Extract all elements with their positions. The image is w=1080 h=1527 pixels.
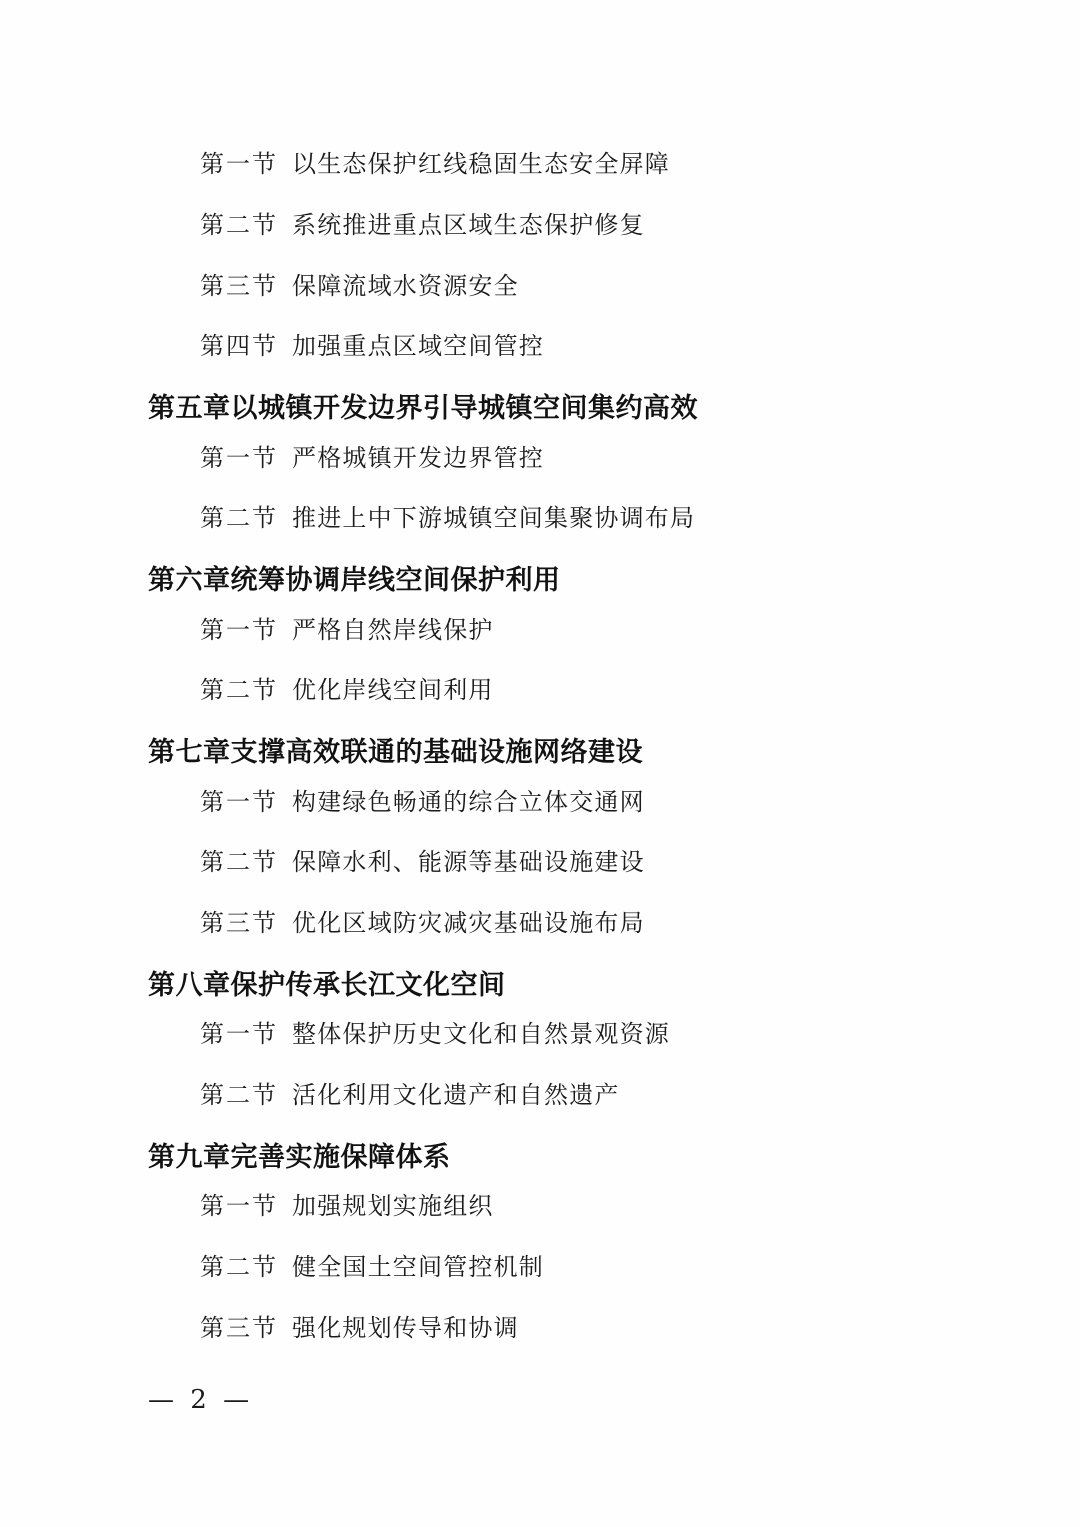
toc-entry-title: 构建绿色畅通的综合立体交通网	[292, 787, 645, 816]
toc-chapter-number: 第九章	[148, 1141, 231, 1173]
toc-chapter-title: 完善实施保障体系	[230, 1141, 451, 1173]
toc-entry-number: 第二节	[200, 676, 278, 705]
toc-entry[interactable]	[148, 504, 938, 533]
toc-entry-title: 保障水利、能源等基础设施建设	[292, 848, 645, 877]
toc-entry[interactable]	[148, 1192, 938, 1221]
toc-entry[interactable]	[148, 676, 938, 705]
toc-entry-title: 以生态保护红线稳固生态安全屏障	[292, 150, 670, 178]
toc-entry-number: 第三节	[200, 271, 278, 300]
toc-entry-number: 第一节	[200, 150, 278, 178]
toc-entry[interactable]	[148, 909, 938, 938]
toc-entry[interactable]	[148, 150, 938, 179]
toc-entry-title: 严格城镇开发边界管控	[292, 443, 544, 472]
toc-entry-number: 第二节	[200, 848, 278, 877]
toc-entry[interactable]	[148, 444, 938, 473]
toc-entry-number: 第二节	[200, 1081, 278, 1110]
toc-chapter-heading[interactable]	[148, 737, 938, 769]
toc-chapter-heading[interactable]	[148, 1142, 938, 1174]
toc-entry[interactable]	[148, 788, 938, 817]
toc-entry-title: 加强规划实施组织	[292, 1192, 494, 1221]
table-of-contents	[148, 150, 938, 1375]
toc-entry-number: 第一节	[200, 1020, 278, 1049]
toc-entry-title: 加强重点区域空间管控	[292, 332, 544, 361]
toc-entry-number: 第一节	[200, 615, 278, 644]
toc-entry-title: 整体保护历史文化和自然景观资源	[292, 1020, 670, 1049]
toc-chapter-number: 第七章	[148, 737, 231, 769]
toc-entry-number: 第四节	[200, 332, 278, 361]
toc-entry-title: 强化规划传导和协调	[292, 1313, 519, 1342]
page-number: — 2 —	[148, 1385, 254, 1415]
toc-entry-number: 第二节	[200, 504, 278, 533]
toc-chapter-heading[interactable]	[148, 565, 938, 597]
toc-entry[interactable]	[148, 848, 938, 877]
toc-entry[interactable]	[148, 332, 938, 361]
toc-entry-number: 第二节	[200, 1253, 278, 1282]
toc-chapter-heading[interactable]	[148, 970, 938, 1002]
toc-chapter-number: 第八章	[148, 969, 231, 1001]
toc-entry[interactable]	[148, 272, 938, 301]
toc-chapter-title: 支撑高效联通的基础设施网络建设	[230, 737, 643, 769]
toc-chapter-title: 以城镇开发边界引导城镇空间集约高效	[230, 393, 698, 425]
toc-entry-title: 严格自然岸线保护	[292, 615, 494, 644]
toc-entry-title: 优化岸线空间利用	[292, 676, 494, 705]
toc-entry[interactable]	[148, 1253, 938, 1282]
toc-chapter-number: 第六章	[148, 565, 231, 597]
toc-chapter-title: 统筹协调岸线空间保护利用	[230, 565, 561, 597]
toc-entry[interactable]	[148, 1314, 938, 1343]
toc-entry-number: 第一节	[200, 1192, 278, 1221]
toc-entry-number: 第一节	[200, 787, 278, 816]
toc-entry-title: 系统推进重点区域生态保护修复	[292, 210, 645, 239]
toc-entry-number: 第一节	[200, 443, 278, 472]
toc-entry-title: 优化区域防灾减灾基础设施布局	[292, 909, 645, 938]
toc-entry-title: 推进上中下游城镇空间集聚协调布局	[292, 504, 696, 533]
toc-entry[interactable]	[148, 616, 938, 645]
toc-entry-title: 健全国土空间管控机制	[292, 1253, 544, 1282]
toc-entry-number: 第三节	[200, 1313, 278, 1342]
toc-entry-number: 第三节	[200, 909, 278, 938]
toc-chapter-number: 第五章	[148, 393, 231, 425]
toc-chapter-title: 保护传承长江文化空间	[230, 969, 506, 1001]
toc-entry[interactable]	[148, 1081, 938, 1110]
toc-entry-number: 第二节	[200, 210, 278, 239]
toc-entry[interactable]	[148, 1020, 938, 1049]
toc-entry-title: 活化利用文化遗产和自然遗产	[292, 1081, 620, 1110]
toc-chapter-heading[interactable]	[148, 393, 938, 425]
toc-entry-title: 保障流域水资源安全	[292, 271, 519, 300]
toc-entry[interactable]	[148, 211, 938, 240]
